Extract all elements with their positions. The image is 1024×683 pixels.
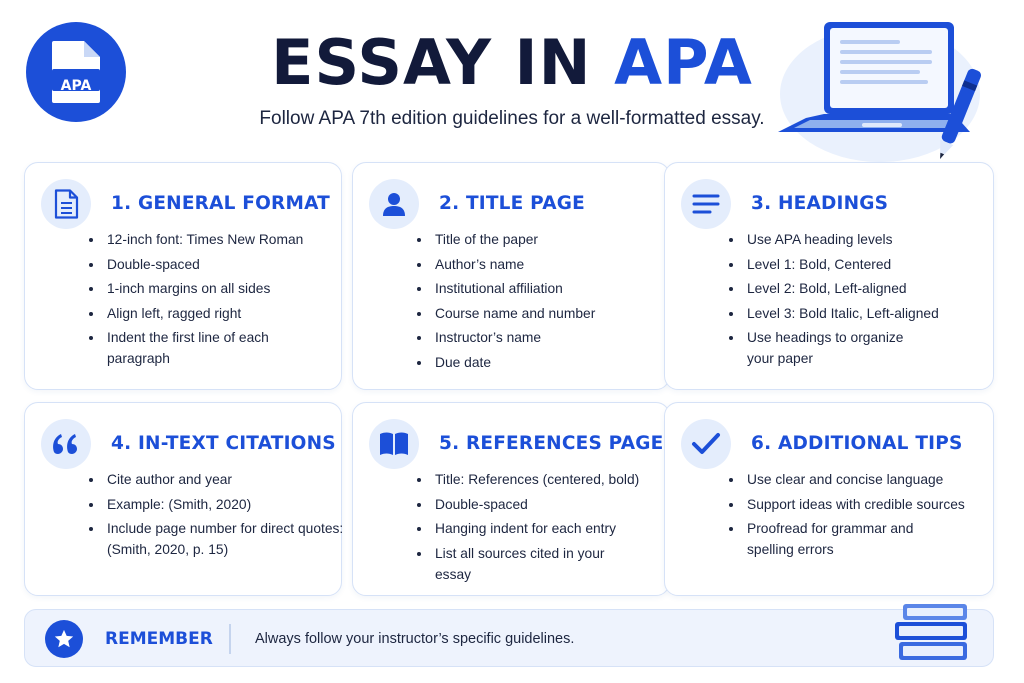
card-title-page <box>352 162 670 390</box>
card-title: 1. GENERAL FORMAT <box>111 193 330 214</box>
list-item: Align left, ragged right <box>89 303 329 324</box>
book-icon <box>378 431 410 457</box>
list-item: Use APA heading levels <box>729 229 981 250</box>
card-title: 2. TITLE PAGE <box>439 193 585 214</box>
remember-banner <box>24 609 994 667</box>
card-title: 6. ADDITIONAL TIPS <box>751 433 963 454</box>
remember-text: Always follow your instructor’s specific guidelines. <box>255 631 575 647</box>
card-icon-bg <box>41 419 91 469</box>
card-in-text-citations <box>24 402 342 596</box>
card-list <box>89 469 344 564</box>
card-icon-bg <box>41 179 91 229</box>
list-item: Title of the paper <box>417 229 657 250</box>
list-item: Use headings to organize your paper <box>729 327 927 369</box>
list-item: Double-spaced <box>89 254 329 275</box>
card-icon-bg <box>369 179 419 229</box>
list-item: Level 2: Bold, Left-aligned <box>729 278 981 299</box>
title-main: ESSAY IN <box>271 26 615 99</box>
divider <box>229 624 231 654</box>
card-headings <box>664 162 994 390</box>
laptop-pen-illustration <box>770 14 1010 164</box>
list-item: Instructor’s name <box>417 327 657 348</box>
list-item: Support ideas with credible sources <box>729 494 981 515</box>
card-list <box>417 469 657 588</box>
card-title: 5. REFERENCES PAGE <box>439 433 664 454</box>
list-item: Example: (Smith, 2020) <box>89 494 329 515</box>
remember-label: REMEMBER <box>105 629 213 649</box>
star-badge <box>45 620 83 658</box>
text-lines-icon <box>692 192 720 216</box>
star-icon <box>53 628 75 650</box>
list-item: Title: References (centered, bold) <box>417 469 657 490</box>
person-icon <box>380 190 408 218</box>
list-item: Level 1: Bold, Centered <box>729 254 981 275</box>
list-item: Include page number for direct quotes: (Smith, 2020, p. 15) <box>89 518 347 560</box>
list-item: Use clear and concise language <box>729 469 981 490</box>
list-item: Level 3: Bold Italic, Left-aligned <box>729 303 981 324</box>
books-stack-icon <box>885 598 981 664</box>
card-general-format <box>24 162 342 390</box>
list-item: Proofread for grammar and spelling errors <box>729 518 937 560</box>
list-item: List all sources cited in your essay <box>417 543 605 585</box>
checkmark-icon <box>691 432 721 456</box>
page-subtitle: Follow APA 7th edition guidelines for a well-formatted essay. <box>259 108 765 129</box>
card-list <box>89 229 329 373</box>
title-accent: APA <box>614 26 753 99</box>
logo-text: APA <box>60 78 92 94</box>
card-list <box>729 229 981 373</box>
card-additional-tips <box>664 402 994 596</box>
list-item: Cite author and year <box>89 469 329 490</box>
list-item: 12-inch font: Times New Roman <box>89 229 329 250</box>
card-icon-bg <box>369 419 419 469</box>
list-item: Due date <box>417 352 657 373</box>
list-item: Course name and number <box>417 303 657 324</box>
card-title: 3. HEADINGS <box>751 193 889 214</box>
card-title: 4. IN-TEXT CITATIONS <box>111 433 336 454</box>
card-icon-bg <box>681 179 731 229</box>
list-item: 1-inch margins on all sides <box>89 278 329 299</box>
card-list <box>417 229 657 376</box>
list-item: Indent the first line of each paragraph <box>89 327 297 369</box>
list-item: Double-spaced <box>417 494 657 515</box>
card-list <box>729 469 981 564</box>
list-item: Institutional affiliation <box>417 278 657 299</box>
card-references-page <box>352 402 670 596</box>
quote-icon <box>51 432 81 456</box>
list-item: Hanging indent for each entry <box>417 518 657 539</box>
document-icon <box>53 189 79 219</box>
card-icon-bg <box>681 419 731 469</box>
list-item: Author’s name <box>417 254 657 275</box>
